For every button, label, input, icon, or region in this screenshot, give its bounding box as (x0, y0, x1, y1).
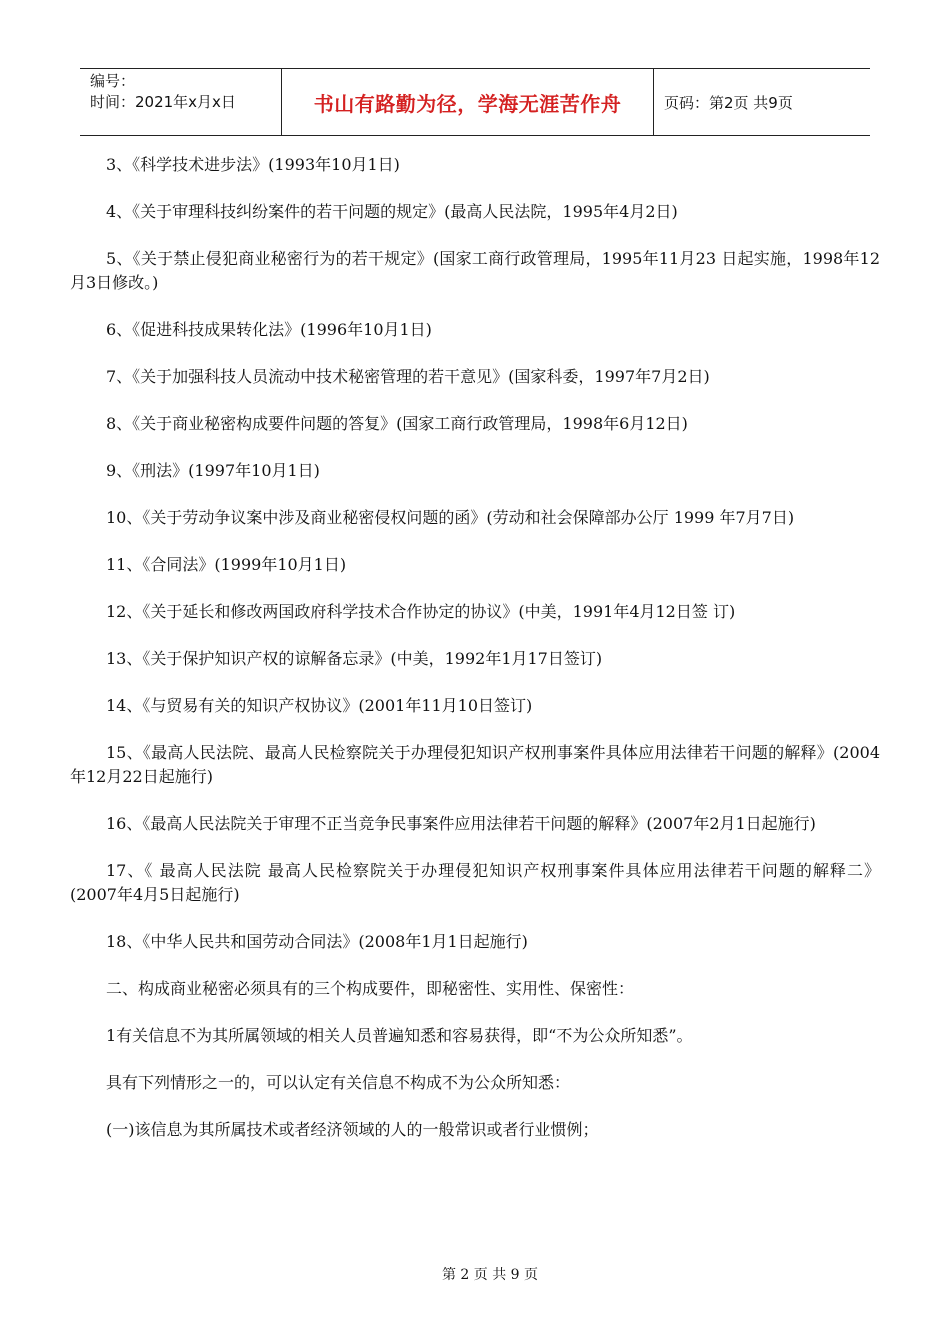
paragraph: 6、《促进科技成果转化法》(1996年10月1日) (106, 320, 432, 339)
paragraph: 12、《关于延长和修改两国政府科学技术合作协定的协议》(中美，1991年4月12日签 订) (106, 602, 736, 621)
document-date-label: 时间：2021年x月x日 (90, 93, 236, 111)
page-header (80, 68, 870, 136)
paragraph: 8、《关于商业秘密构成要件问题的答复》(国家工商行政管理局，1998年6月12日) (106, 414, 688, 433)
paragraph: 11、《合同法》(1999年10月1日) (106, 555, 347, 574)
paragraph: 5、《关于禁止侵犯商业秘密行为的若干规定》(国家工商行政管理局，1995年11月23 日起实施，1998年12月3日修改。) (70, 249, 880, 292)
paragraph: (一)该信息为其所属技术或者经济领域的人的一般常识或者行业惯例； (106, 1120, 599, 1139)
document-body (70, 153, 880, 1165)
paragraph: 17、《 最高人民法院 最高人民检察院关于办理侵犯知识产权刑事案件具体应用法律若干问题的解释二》 (2007年4月5日起施行) (70, 861, 880, 904)
paragraph: 10、《关于劳动争议案中涉及商业秘密侵权问题的函》(劳动和社会保障部办公厅 1999 年7月7日) (106, 508, 795, 527)
paragraph: 7、《关于加强科技人员流动中技术秘密管理的若干意见》(国家科委，1997年7月2日) (106, 367, 710, 386)
paragraph: 1有关信息不为其所属领域的相关人员普遍知悉和容易获得，即“不为公众所知悉”。 (106, 1026, 693, 1045)
page-footer: 第 2 页 共 9 页 (441, 1267, 539, 1283)
document-number-label: 编号： (90, 72, 136, 90)
paragraph: 二、构成商业秘密必须具有的三个构成要件，即秘密性、实用性、保密性： (106, 979, 635, 998)
header-motto: 书山有路勤为径，学海无涯苦作舟 (282, 69, 654, 135)
paragraph: 具有下列情形之一的，可以认定有关信息不构成不为公众所知悉： (106, 1073, 571, 1092)
header-meta (80, 69, 282, 135)
paragraph: 3、《科学技术进步法》(1993年10月1日) (106, 155, 400, 174)
paragraph: 16、《最高人民法院关于审理不正当竞争民事案件应用法律若干问题的解释》(2007年2月1日起施行) (106, 814, 816, 833)
paragraph: 4、《关于审理科技纠纷案件的若干问题的规定》(最高人民法院，1995年4月2日) (106, 202, 678, 221)
paragraph: 15、《最高人民法院、最高人民检察院关于办理侵犯知识产权刑事案件具体应用法律若干问题的解释》(2004年12月22日起施行) (70, 743, 880, 786)
paragraph: 9、《刑法》(1997年10月1日) (106, 461, 320, 480)
paragraph: 18、《中华人民共和国劳动合同法》(2008年1月1日起施行) (106, 932, 528, 951)
header-page-info: 页码：第2页 共9页 (664, 93, 793, 112)
paragraph: 14、《与贸易有关的知识产权协议》(2001年11月10日签订) (106, 696, 533, 715)
paragraph: 13、《关于保护知识产权的谅解备忘录》(中美，1992年1月17日签订) (106, 649, 603, 668)
